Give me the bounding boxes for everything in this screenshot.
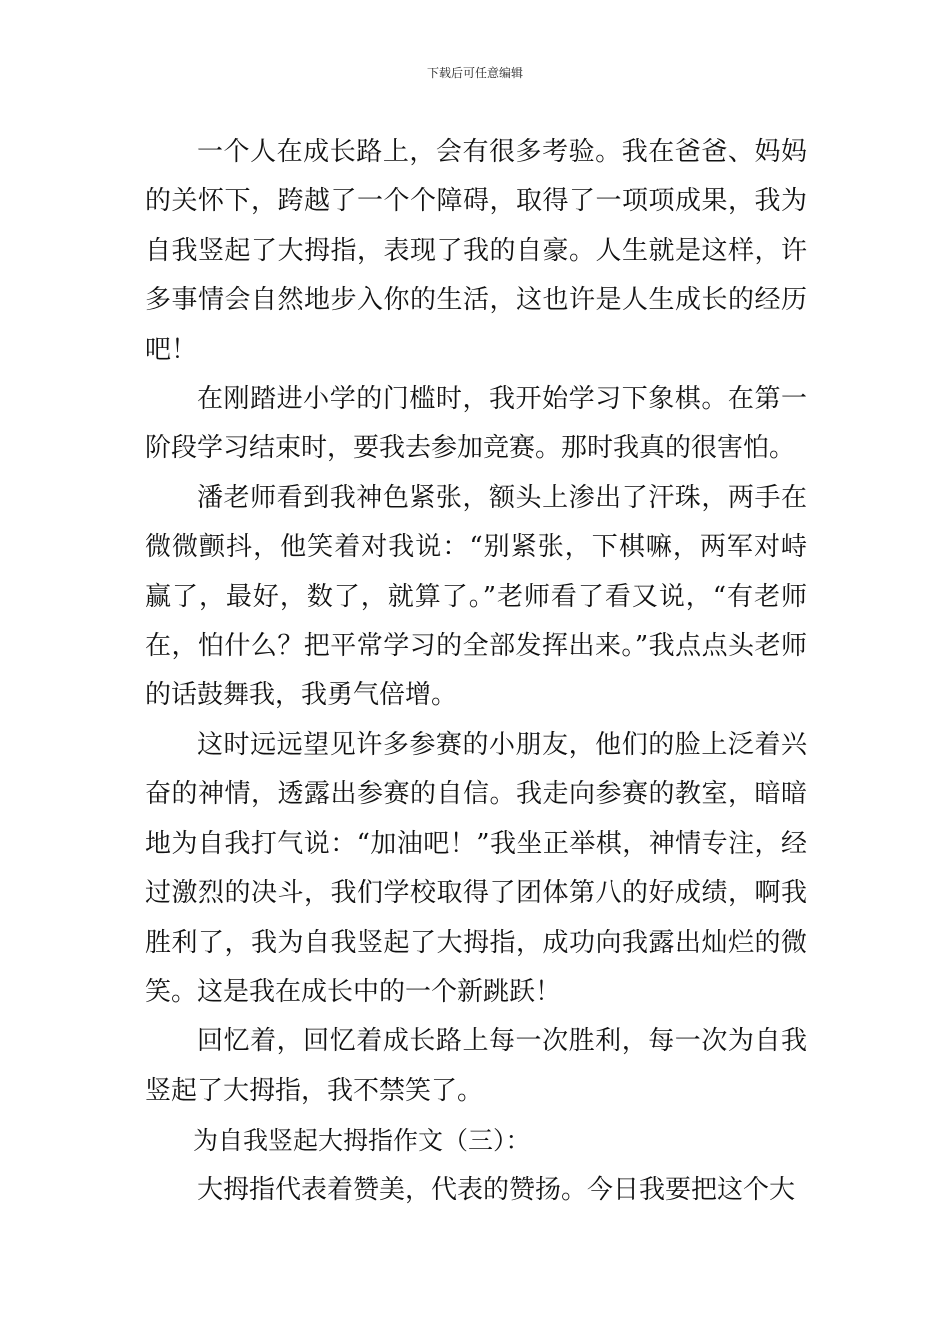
page-header-note: 下载后可任意编辑: [426, 66, 523, 80]
paragraph-5: 回忆着，回忆着成长路上每一次胜利，每一次为自我竖起了大拇指，我不禁笑了。: [145, 1026, 807, 1106]
essay-subheading: 为自我竖起大拇指作文（三）：: [193, 1126, 531, 1156]
document-body: [145, 128, 807, 1215]
paragraph-2: 在刚踏进小学的门槛时，我开始学习下象棋。在第一阶段学习结束时，要我去参加竞赛。那时我真的很害怕。: [145, 384, 807, 464]
paragraph-4: 这时远远望见许多参赛的小朋友，他们的脸上泛着兴奋的神情，透露出参赛的自信。我走向参赛的教室，暗暗地为自我打气说：“加油吧！”我坐正举棋，神情专注，经过激烈的决斗，我们学校取得了团体第八的好成绩，啊我胜利了，我为自我竖起了大拇指，成功向我露出灿烂的微笑。这是我在成长中的一个新跳跃！: [145, 729, 807, 1007]
paragraph-6: 大拇指代表着赞美，代表的赞扬。今日我要把这个大: [197, 1174, 796, 1205]
paragraph-3: 潘老师看到我神色紧张，额头上渗出了汗珠，两手在微微颤抖，他笑着对我说：“别紧张，下棋嘛，两军对峙赢了，最好，数了，就算了。”老师看了看又说，“有老师在，怕什么？把平常学习的全部发挥出来。”我点点头老师的话鼓舞我，我勇气倍增。: [145, 482, 807, 711]
paragraph-1: 一个人在成长路上，会有很多考验。我在爸爸、妈妈的关怀下，跨越了一个个障碍，取得了一项项成果，我为自我竖起了大拇指，表现了我的自豪。人生就是这样，许多事情会自然地步入你的生活，这也许是人生成长的经历吧！: [145, 137, 807, 365]
